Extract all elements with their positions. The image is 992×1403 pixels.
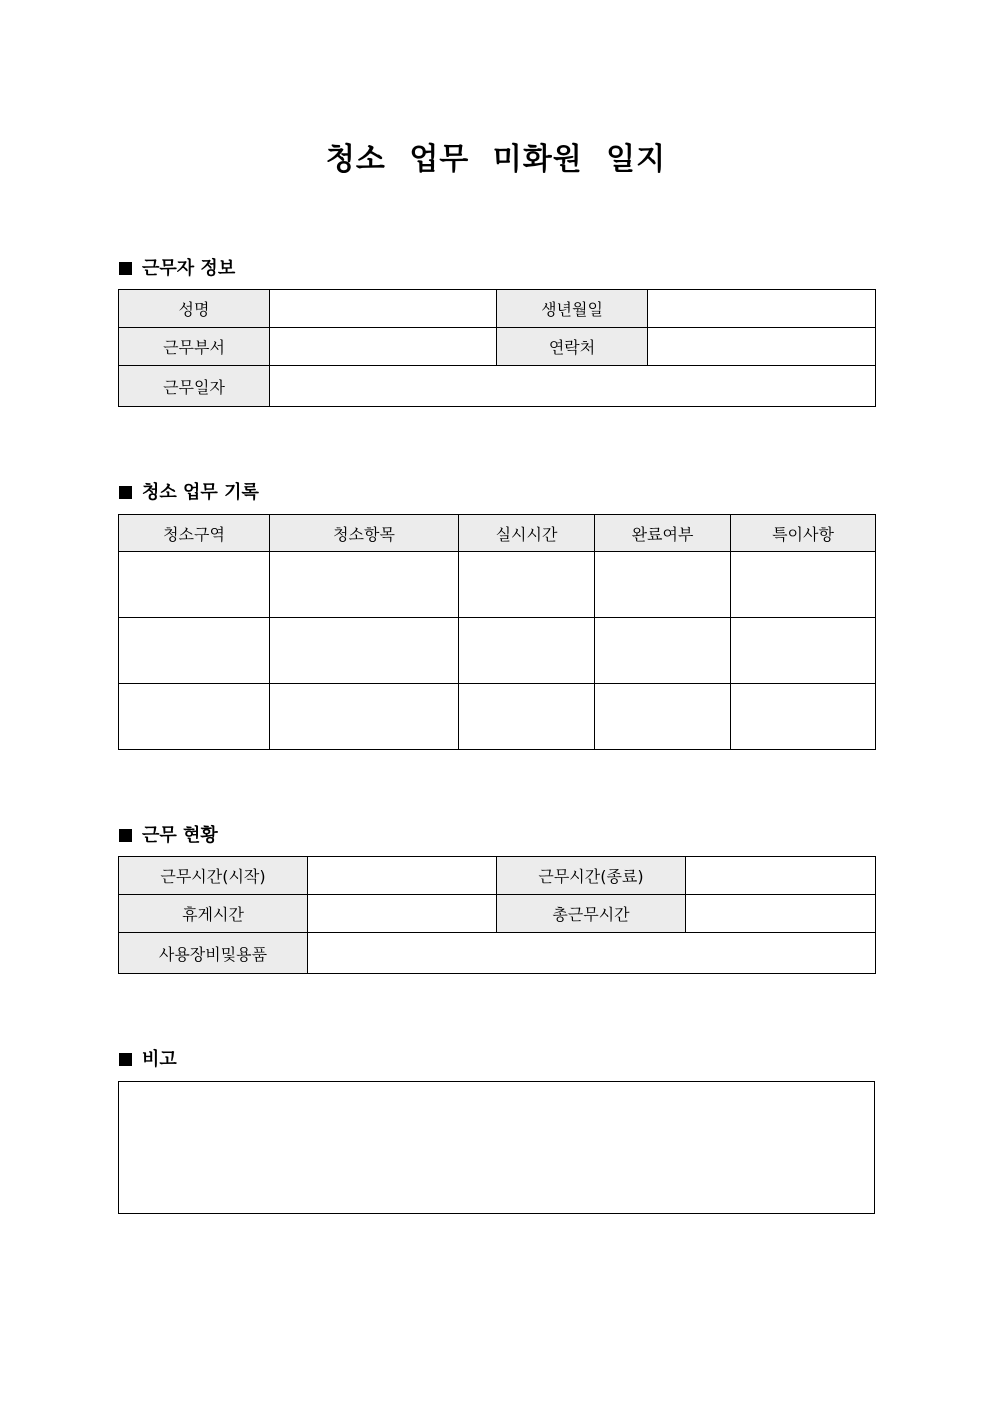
total-time-label: 총근무시간 <box>497 895 686 933</box>
start-time-field[interactable] <box>308 857 497 895</box>
notes-cell[interactable] <box>731 684 876 750</box>
work-date-field[interactable] <box>270 366 876 407</box>
end-time-label: 근무시간(종료) <box>497 857 686 895</box>
start-time-label: 근무시간(시작) <box>119 857 308 895</box>
square-bullet-icon <box>119 262 132 275</box>
birthdate-field[interactable] <box>648 290 876 328</box>
page-title: 청소 업무 미화원 일지 <box>325 142 667 177</box>
time-cell[interactable] <box>459 552 595 618</box>
name-label: 성명 <box>119 290 270 328</box>
table-row <box>119 618 876 684</box>
column-header-item: 청소항목 <box>270 515 459 552</box>
work-status-table <box>118 856 876 974</box>
notes-cell[interactable] <box>731 618 876 684</box>
table-row <box>119 552 876 618</box>
item-cell[interactable] <box>270 618 459 684</box>
name-field[interactable] <box>270 290 497 328</box>
section-heading-label: 비고 <box>142 1049 177 1070</box>
remarks-box[interactable] <box>118 1081 875 1214</box>
worker-info-table <box>118 289 876 407</box>
equipment-label: 사용장비및용품 <box>119 933 308 974</box>
completion-cell[interactable] <box>595 618 731 684</box>
item-cell[interactable] <box>270 552 459 618</box>
end-time-field[interactable] <box>686 857 876 895</box>
square-bullet-icon <box>119 1053 132 1066</box>
section-heading-cleaning-record <box>119 478 259 504</box>
total-time-field[interactable] <box>686 895 876 933</box>
section-heading-label: 근무 현황 <box>142 825 218 846</box>
contact-label: 연락처 <box>497 328 648 366</box>
work-date-label: 근무일자 <box>119 366 270 407</box>
notes-cell[interactable] <box>731 552 876 618</box>
area-cell[interactable] <box>119 552 270 618</box>
table-row <box>119 684 876 750</box>
column-header-time: 실시시간 <box>459 515 595 552</box>
contact-field[interactable] <box>648 328 876 366</box>
square-bullet-icon <box>119 486 132 499</box>
department-label: 근무부서 <box>119 328 270 366</box>
section-heading-work-status <box>119 821 218 847</box>
completion-cell[interactable] <box>595 684 731 750</box>
square-bullet-icon <box>119 829 132 842</box>
column-header-completion: 완료여부 <box>595 515 731 552</box>
equipment-field[interactable] <box>308 933 876 974</box>
column-header-notes: 특이사항 <box>731 515 876 552</box>
completion-cell[interactable] <box>595 552 731 618</box>
cleaning-record-table <box>118 514 876 750</box>
time-cell[interactable] <box>459 684 595 750</box>
birthdate-label: 생년월일 <box>497 290 648 328</box>
break-time-label: 휴게시간 <box>119 895 308 933</box>
area-cell[interactable] <box>119 618 270 684</box>
column-header-area: 청소구역 <box>119 515 270 552</box>
time-cell[interactable] <box>459 618 595 684</box>
area-cell[interactable] <box>119 684 270 750</box>
section-heading-remarks <box>119 1045 177 1071</box>
item-cell[interactable] <box>270 684 459 750</box>
department-field[interactable] <box>270 328 497 366</box>
section-heading-label: 근무자 정보 <box>142 258 236 279</box>
break-time-field[interactable] <box>308 895 497 933</box>
section-heading-label: 청소 업무 기록 <box>142 482 259 503</box>
section-heading-worker-info <box>119 254 235 280</box>
